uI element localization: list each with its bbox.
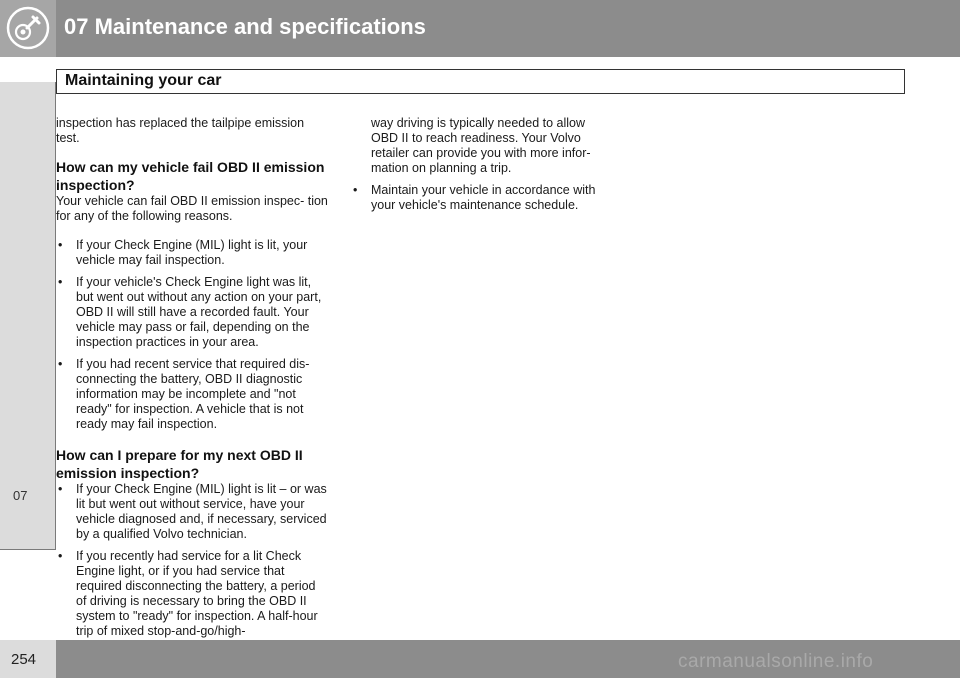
list-item-text: If your vehicle's Check Engine light was lit, but went out without any action on your part, OBD II will still have a recorded fault. Your vehicle may pass or fail, depending on the inspection practices in your area. bbox=[76, 275, 322, 349]
chapter-side-tab bbox=[0, 82, 56, 550]
list-item bbox=[56, 482, 328, 542]
bullet-icon: • bbox=[58, 238, 63, 252]
list-item-text: Maintain your vehicle in accordance with your vehicle's maintenance schedule. bbox=[371, 183, 596, 212]
page-number: 254 bbox=[11, 651, 37, 668]
intro-paragraph: inspection has replaced the tailpipe emission test. bbox=[56, 116, 305, 145]
chapter-tab-label: 07 bbox=[13, 488, 28, 503]
bullet-icon: • bbox=[58, 275, 63, 289]
list-item bbox=[56, 357, 328, 432]
list-item bbox=[56, 275, 328, 350]
chapter-title: 07 Maintenance and specifications bbox=[64, 14, 426, 39]
list-item bbox=[351, 183, 611, 213]
bullet-icon: • bbox=[353, 183, 358, 197]
list-item-text: If your Check Engine (MIL) light is lit, your vehicle may fail inspection. bbox=[76, 238, 308, 267]
list-item-text: If you recently had service for a lit Check Engine light, or if you had service that required disconnecting the battery, a period of driving is necessary to bring the OBD II system to "ready" for inspection. A half-hour trip of mixed stop-and-go/high- bbox=[76, 549, 318, 638]
section-title: Maintaining your car bbox=[65, 72, 222, 89]
list-item bbox=[56, 549, 328, 639]
section-title-box bbox=[56, 69, 905, 94]
chapter-icon-box bbox=[0, 0, 56, 57]
wrench-gear-icon bbox=[6, 6, 50, 50]
reasons-paragraph: Your vehicle can fail OBD II emission inspec- tion for any of the following reasons. bbox=[56, 194, 328, 223]
bullet-icon: • bbox=[58, 482, 63, 496]
continuation-paragraph: way driving is typically needed to allow OBD II to reach readiness. Your Volvo retailer can provide you with more infor- mation on planning a trip. bbox=[371, 116, 591, 175]
watermark: carmanualsonline.info bbox=[678, 651, 874, 672]
text-column-right bbox=[351, 116, 611, 213]
list-item-text: If your Check Engine (MIL) light is lit – or was lit but went out without service, have your vehicle diagnosed and, if necessary, serviced by a qualified Volvo technician. bbox=[76, 482, 327, 541]
text-column-left bbox=[56, 116, 328, 639]
bullet-icon: • bbox=[58, 549, 63, 563]
heading-fail-inspection: How can my vehicle fail OBD II emission inspection? bbox=[56, 159, 325, 193]
list-item bbox=[56, 238, 328, 268]
list-item-text: If you had recent service that required dis- connecting the battery, OBD II diagnostic information may be incomplete and "not ready" for inspection. A vehicle that is not ready may fail inspection. bbox=[76, 357, 310, 431]
heading-prepare-inspection: How can I prepare for my next OBD II emission inspection? bbox=[56, 447, 303, 481]
bullet-icon: • bbox=[58, 357, 63, 371]
